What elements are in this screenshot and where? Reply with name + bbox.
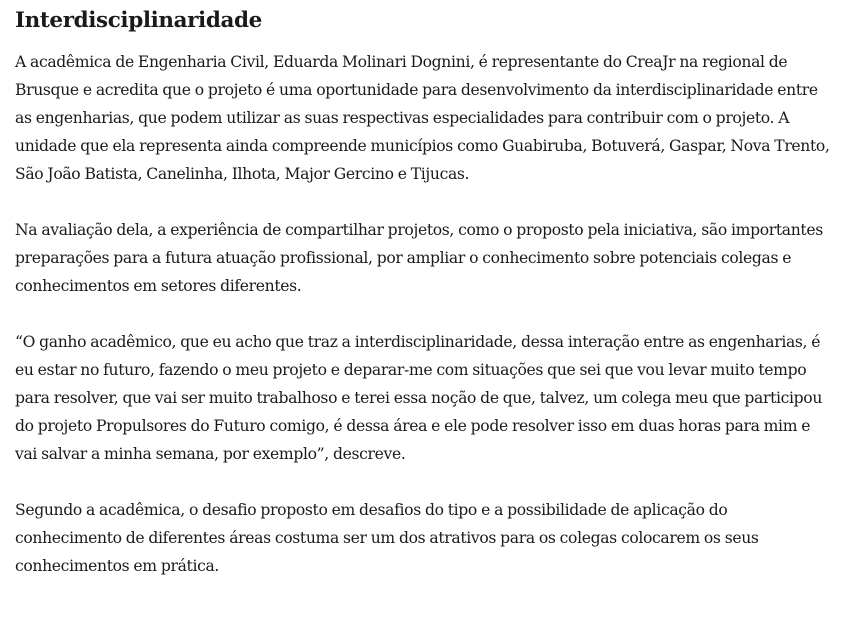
paragraph-conclusion: Segundo a acadêmica, o desafio proposto em desafios do tipo e a possibilidade de aplicação do conhecimento de diferentes áreas costuma ser um dos atrativos para os colegas colocarem os seus conhecimentos em prática.	[15, 501, 759, 575]
article-body	[15, 6, 830, 580]
section-heading: Interdisciplinaridade	[15, 8, 262, 33]
paragraph-quote: “O ganho acadêmico, que eu acho que traz a interdisciplinaridade, dessa interação entre as engenharias, é eu estar no futuro, fazendo o meu projeto e deparar-me com situações que sei que vou levar muito tempo para resolver, que vai ser muito trabalhoso e terei essa noção de que, talvez, um colega meu que participou do projeto Propulsores do Futuro comigo, é dessa área e ele pode resolver isso em duas horas para mim e vai salvar a minha semana, por exemplo”, descreve.	[15, 333, 823, 463]
paragraph-evaluation: Na avaliação dela, a experiência de compartilhar projetos, como o proposto pela iniciativa, são importantes preparações para a futura atuação profissional, por ampliar o conhecimento sobre potenciais colegas e conhecimentos em setores diferentes.	[15, 221, 823, 295]
paragraph-intro: A acadêmica de Engenharia Civil, Eduarda Molinari Dognini, é representante do CreaJr na regional de Brusque e acredita que o projeto é uma oportunidade para desenvolvimento da interdisciplinaridade entre as engenharias, que podem utilizar as suas respectivas especialidades para contribuir com o projeto. A unidade que ela representa ainda compreende municípios como Guabiruba, Botuverá, Gaspar, Nova Trento, São João Batista, Canelinha, Ilhota, Major Gercino e Tijucas.	[15, 53, 830, 183]
